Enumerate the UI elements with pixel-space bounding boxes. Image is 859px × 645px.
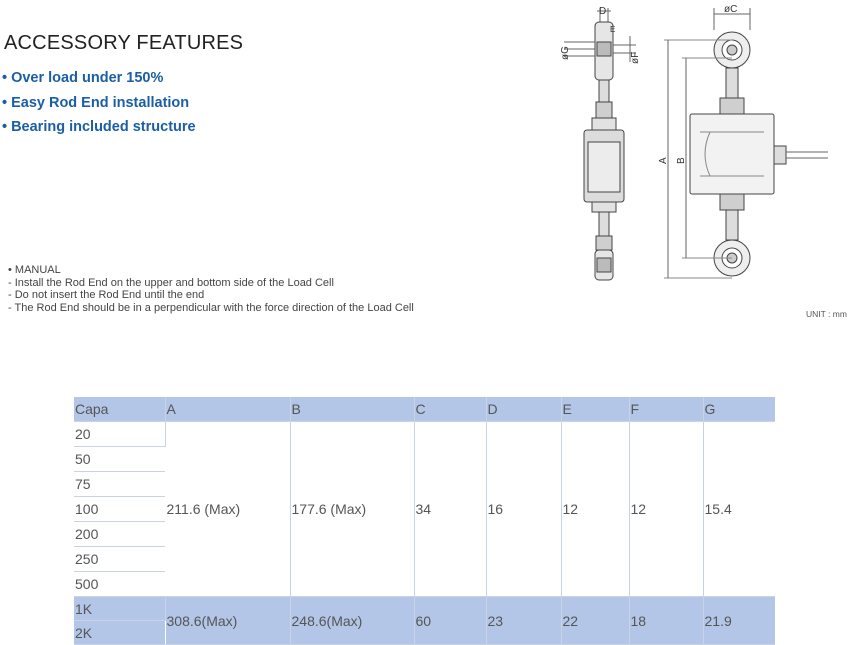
capacity-cell: 1K xyxy=(74,597,165,621)
bullet-icon: • xyxy=(2,119,8,135)
spec-table xyxy=(74,397,775,645)
feature-label: Over load under 150% xyxy=(11,70,164,86)
unit-label: UNIT : mm xyxy=(806,309,847,319)
label-f: øF xyxy=(630,51,641,64)
manual-section xyxy=(8,264,414,314)
feature-label: Easy Rod End installation xyxy=(11,94,190,111)
value-cell: 211.6 (Max) xyxy=(165,422,290,597)
capacity-cell: 2K xyxy=(74,621,165,645)
capacity-cell: 50 xyxy=(74,447,165,472)
value-cell: 18 xyxy=(629,597,703,645)
label-d: D xyxy=(599,6,607,17)
value-cell: 23 xyxy=(486,597,561,645)
value-cell: 34 xyxy=(414,422,486,597)
header-cell: G xyxy=(703,397,775,422)
value-cell: 308.6(Max) xyxy=(165,597,290,645)
manual-line: - Do not insert the Rod End until the end xyxy=(8,289,205,301)
label-c: øC xyxy=(724,4,738,15)
value-cell: 248.6(Max) xyxy=(290,597,414,645)
value-cell: 21.9 xyxy=(703,597,775,645)
capacity-cell: 250 xyxy=(74,547,165,572)
value-cell: 12 xyxy=(561,422,629,597)
label-e: E xyxy=(610,25,616,34)
header-cell: E xyxy=(561,397,629,422)
manual-line: - Install the Rod End on the upper and bottom side of the Load Cell xyxy=(8,276,334,289)
value-cell: 60 xyxy=(414,597,486,645)
page-title: ACCESSORY FEATURES xyxy=(4,32,244,54)
header-cell: D xyxy=(486,397,561,422)
feature-item xyxy=(2,91,196,116)
feature-label: Bearing included structure xyxy=(11,119,196,135)
label-g: øG xyxy=(560,46,571,60)
value-cell: 22 xyxy=(561,597,629,645)
manual-line: - The Rod End should be in a perpendicular with the force direction of the Load Cell xyxy=(8,301,414,314)
capacity-cell: 75 xyxy=(74,472,165,497)
value-cell: 12 xyxy=(629,422,703,597)
bullet-icon: • xyxy=(2,70,8,86)
feature-item xyxy=(2,115,196,140)
load-cell-drawing xyxy=(550,0,859,300)
label-a: A xyxy=(658,157,669,164)
value-cell: 15.4 xyxy=(703,422,775,597)
value-cell: 177.6 (Max) xyxy=(290,422,414,597)
header-cell: A xyxy=(165,397,290,422)
header-cell: F xyxy=(629,397,703,422)
header-cell: B xyxy=(290,397,414,422)
manual-title: • MANUAL xyxy=(8,264,61,276)
table-header-row xyxy=(74,397,775,422)
feature-list xyxy=(2,66,196,140)
capacity-cell: 500 xyxy=(74,572,165,597)
table-row xyxy=(74,422,775,447)
table-row xyxy=(74,597,775,621)
capacity-cell: 200 xyxy=(74,522,165,547)
label-b: B xyxy=(676,157,687,164)
feature-item xyxy=(2,66,196,91)
capacity-cell: 20 xyxy=(74,422,165,447)
value-cell: 16 xyxy=(486,422,561,597)
capacity-cell: 100 xyxy=(74,497,165,522)
header-cell: C xyxy=(414,397,486,422)
bullet-icon: • xyxy=(2,94,8,111)
header-cell: Capa xyxy=(74,397,165,422)
